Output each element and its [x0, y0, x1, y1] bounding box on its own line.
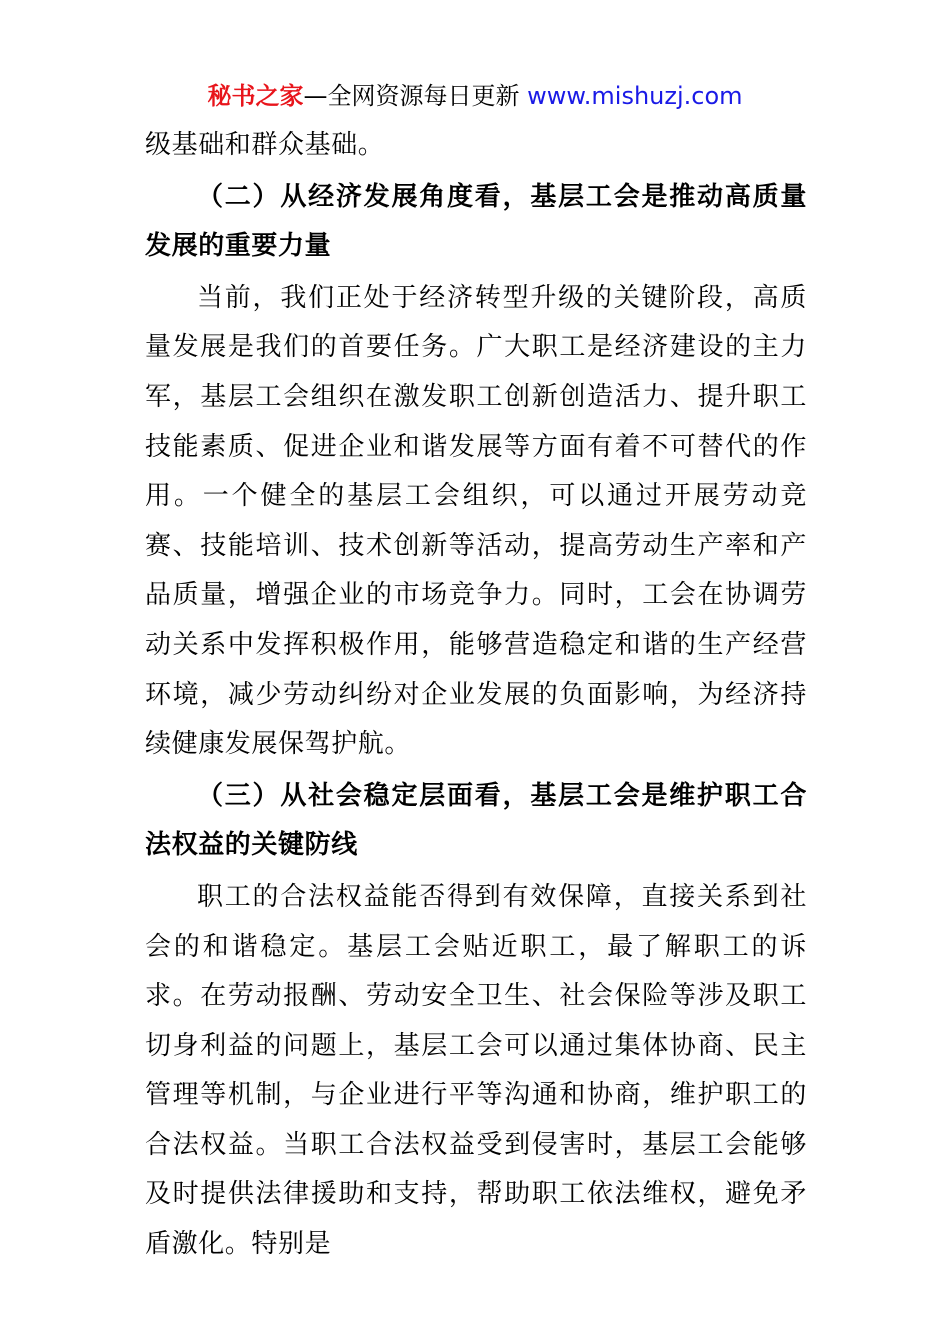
document-body — [145, 121, 807, 1270]
site-header — [0, 78, 950, 114]
section-heading-2: （二）从经济发展角度看，基层工会是推动高质量发展的重要力量 — [145, 181, 807, 262]
section-heading-3: （三）从社会稳定层面看，基层工会是维护职工合法权益的关键防线 — [145, 780, 807, 861]
site-tagline: —全网资源每日更新 — [303, 82, 528, 110]
site-url-link[interactable]: www.mishuzj.com — [527, 82, 743, 110]
continuation-paragraph: 级基础和群众基础。 — [145, 130, 385, 160]
site-brand: 秘书之家 — [207, 82, 304, 110]
body-paragraph-2: 当前，我们正处于经济转型升级的关键阶段，高质量发展是我们的首要任务。广大职工是经济建设的主力军，基层工会组织在激发职工创新创造活力、提升职工技能素质、促进企业和谐发展等方面有着不可替代的作用。一个健全的基层工会组织，可以通过开展劳动竞赛、技能培训、技术创新等活动，提高劳动生产率和产品质量，增强企业的市场竞争力。同时，工会在协调劳动关系中发挥积极作用，能够营造稳定和谐的生产经营环境，减少劳动纠纷对企业发展的负面影响，为经济持续健康发展保驾护航。 — [145, 282, 807, 760]
body-paragraph-3: 职工的合法权益能否得到有效保障，直接关系到社会的和谐稳定。基层工会贴近职工，最了解职工的诉求。在劳动报酬、劳动安全卫生、社会保险等涉及职工切身利益的问题上，基层工会可以通过集体协商、民主管理等机制，与企业进行平等沟通和协商，维护职工的合法权益。当职工合法权益受到侵害时，基层工会能够及时提供法律援助和支持，帮助职工依法维权，避免矛盾激化。特别是 — [145, 881, 807, 1260]
